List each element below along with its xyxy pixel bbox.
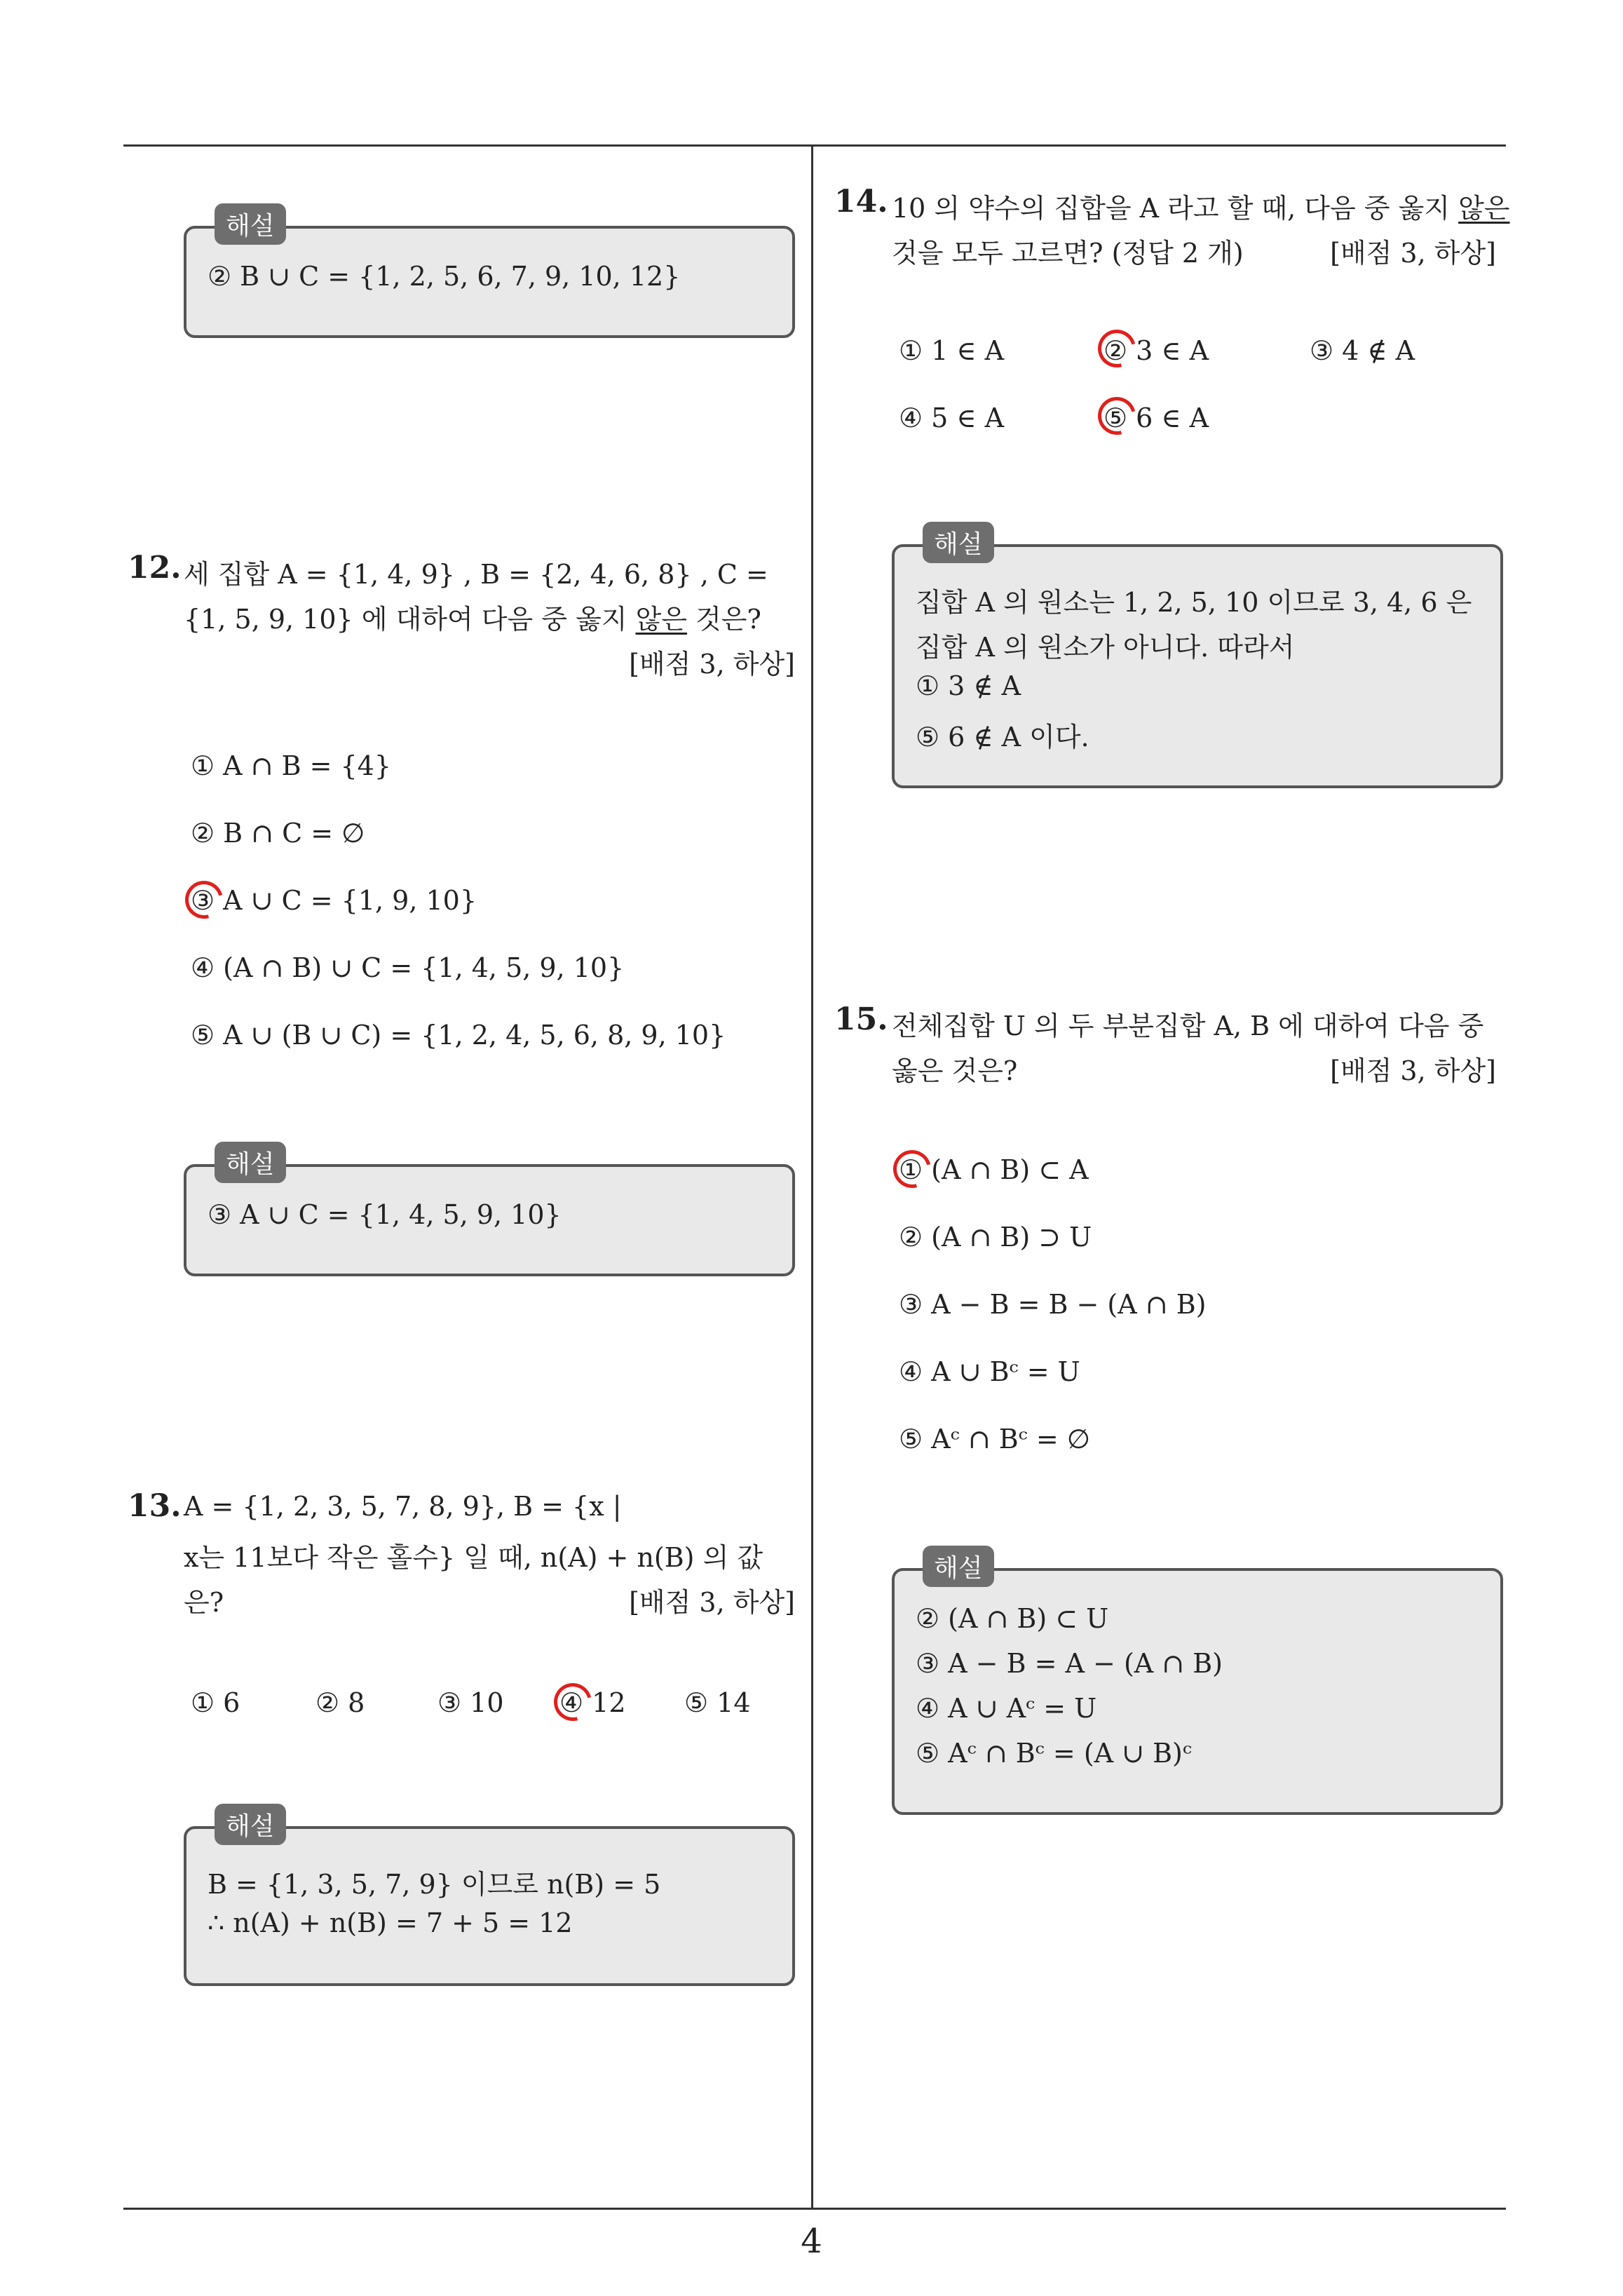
solution-line: ② B ∪ C = {1, 2, 5, 6, 7, 9, 10, 12}	[208, 261, 681, 292]
choice-15-5[interactable]: ⑤ Aᶜ ∩ Bᶜ = ∅	[899, 1424, 1090, 1454]
solution-line: ∴ n(A) + n(B) = 7 + 5 = 12	[208, 1907, 573, 1938]
choice-15-2[interactable]: ② (A ∩ B) ⊃ U	[899, 1222, 1092, 1252]
solution-line: ④ A ∪ Aᶜ = U	[916, 1693, 1097, 1724]
question-15-line1: 전체집합 U 의 두 부분집합 A, B 에 대하여 다음 중	[892, 1011, 1484, 1041]
question-14-line1: 10 의 약수의 집합을 A 라고 할 때, 다음 중 옳지 않은	[892, 193, 1510, 224]
choice-13-2[interactable]: ② 8	[315, 1687, 365, 1718]
choice-13-5[interactable]: ⑤ 14	[684, 1687, 751, 1718]
question-15-line2: 옳은 것은?	[892, 1055, 1018, 1086]
solution-tag: 해설	[923, 522, 994, 563]
choice-13-4[interactable]: ④ 12	[559, 1687, 626, 1718]
header-rule	[123, 144, 1506, 147]
choice-12-2[interactable]: ② B ∩ C = ∅	[191, 818, 365, 849]
solution-tag: 해설	[923, 1546, 994, 1587]
solution-line: ③ A − B = A − (A ∩ B)	[916, 1648, 1223, 1679]
question-14-points: [배점 3, 하상]	[1330, 238, 1496, 269]
solution-line: ⑤ Aᶜ ∩ Bᶜ = (A ∪ B)ᶜ	[916, 1738, 1192, 1769]
choice-12-4[interactable]: ④ (A ∩ B) ∪ C = {1, 4, 5, 9, 10}	[191, 952, 625, 983]
choice-12-5[interactable]: ⑤ A ∪ (B ∪ C) = {1, 2, 4, 5, 6, 8, 9, 10}	[191, 1020, 726, 1051]
solution-line: 집합 A 의 원소는 1, 2, 5, 10 이므로 3, 4, 6 은	[916, 587, 1472, 618]
solution-box-11	[184, 212, 795, 338]
question-number-12: 12.	[128, 550, 182, 586]
question-number-13: 13.	[128, 1488, 182, 1524]
choice-15-1[interactable]: ① (A ∩ B) ⊂ A	[899, 1154, 1089, 1185]
question-12-points: [배점 3, 하상]	[629, 649, 795, 680]
question-13-line2: x는 11보다 작은 홀수} 일 때, n(A) + n(B) 의 값	[184, 1542, 763, 1573]
solution-line: ⑤ 6 ∉ A 이다.	[916, 722, 1089, 752]
question-12-line1: 세 집합 A = {1, 4, 9} , B = {2, 4, 6, 8} , C =	[184, 559, 768, 590]
solution-line: B = {1, 3, 5, 7, 9} 이므로 n(B) = 5	[208, 1869, 661, 1900]
question-13-line1: A = {1, 2, 3, 5, 7, 8, 9}, B = {x |	[184, 1491, 622, 1522]
solution-tag: 해설	[215, 1142, 286, 1183]
solution-line: 집합 A 의 원소가 아니다. 따라서	[916, 632, 1295, 663]
question-12-line2: {1, 5, 9, 10} 에 대하여 다음 중 옳지 않은 것은?	[184, 604, 761, 635]
choice-14-1[interactable]: ① 1 ∈ A	[899, 335, 1005, 366]
choice-12-3[interactable]: ③ A ∪ C = {1, 9, 10}	[191, 885, 477, 916]
solution-box-12	[184, 1150, 795, 1276]
choice-15-3[interactable]: ③ A − B = B − (A ∩ B)	[899, 1289, 1207, 1320]
choice-13-3[interactable]: ③ 10	[437, 1687, 504, 1718]
choice-14-4[interactable]: ④ 5 ∈ A	[899, 403, 1005, 433]
solution-tag: 해설	[215, 1804, 286, 1845]
choice-14-5[interactable]: ⑤ 6 ∈ A	[1103, 403, 1209, 433]
choice-14-3[interactable]: ③ 4 ∉ A	[1310, 335, 1415, 366]
choice-14-2[interactable]: ② 3 ∈ A	[1103, 335, 1209, 366]
solution-tag: 해설	[215, 203, 286, 245]
column-divider	[811, 144, 813, 2209]
question-number-14: 14.	[834, 184, 888, 220]
question-14-line2: 것을 모두 고르면? (정답 2 개)	[892, 238, 1244, 269]
solution-line: ② (A ∩ B) ⊂ U	[916, 1603, 1109, 1634]
solution-box-14	[892, 530, 1503, 788]
solution-line: ③ A ∪ C = {1, 4, 5, 9, 10}	[208, 1199, 562, 1230]
solution-box-15	[892, 1554, 1503, 1815]
question-number-15: 15.	[834, 1001, 888, 1037]
solution-line: ① 3 ∉ A	[916, 670, 1021, 701]
choice-13-1[interactable]: ① 6	[191, 1687, 240, 1718]
page-number: 4	[801, 2222, 822, 2261]
choice-15-4[interactable]: ④ A ∪ Bᶜ = U	[899, 1356, 1080, 1387]
footer-rule	[123, 2208, 1506, 2210]
question-15-points: [배점 3, 하상]	[1330, 1055, 1496, 1086]
solution-box-13	[184, 1812, 795, 1986]
choice-12-1[interactable]: ① A ∩ B = {4}	[191, 750, 392, 781]
question-13-line3: 은?	[184, 1587, 224, 1618]
question-13-points: [배점 3, 하상]	[629, 1587, 795, 1618]
